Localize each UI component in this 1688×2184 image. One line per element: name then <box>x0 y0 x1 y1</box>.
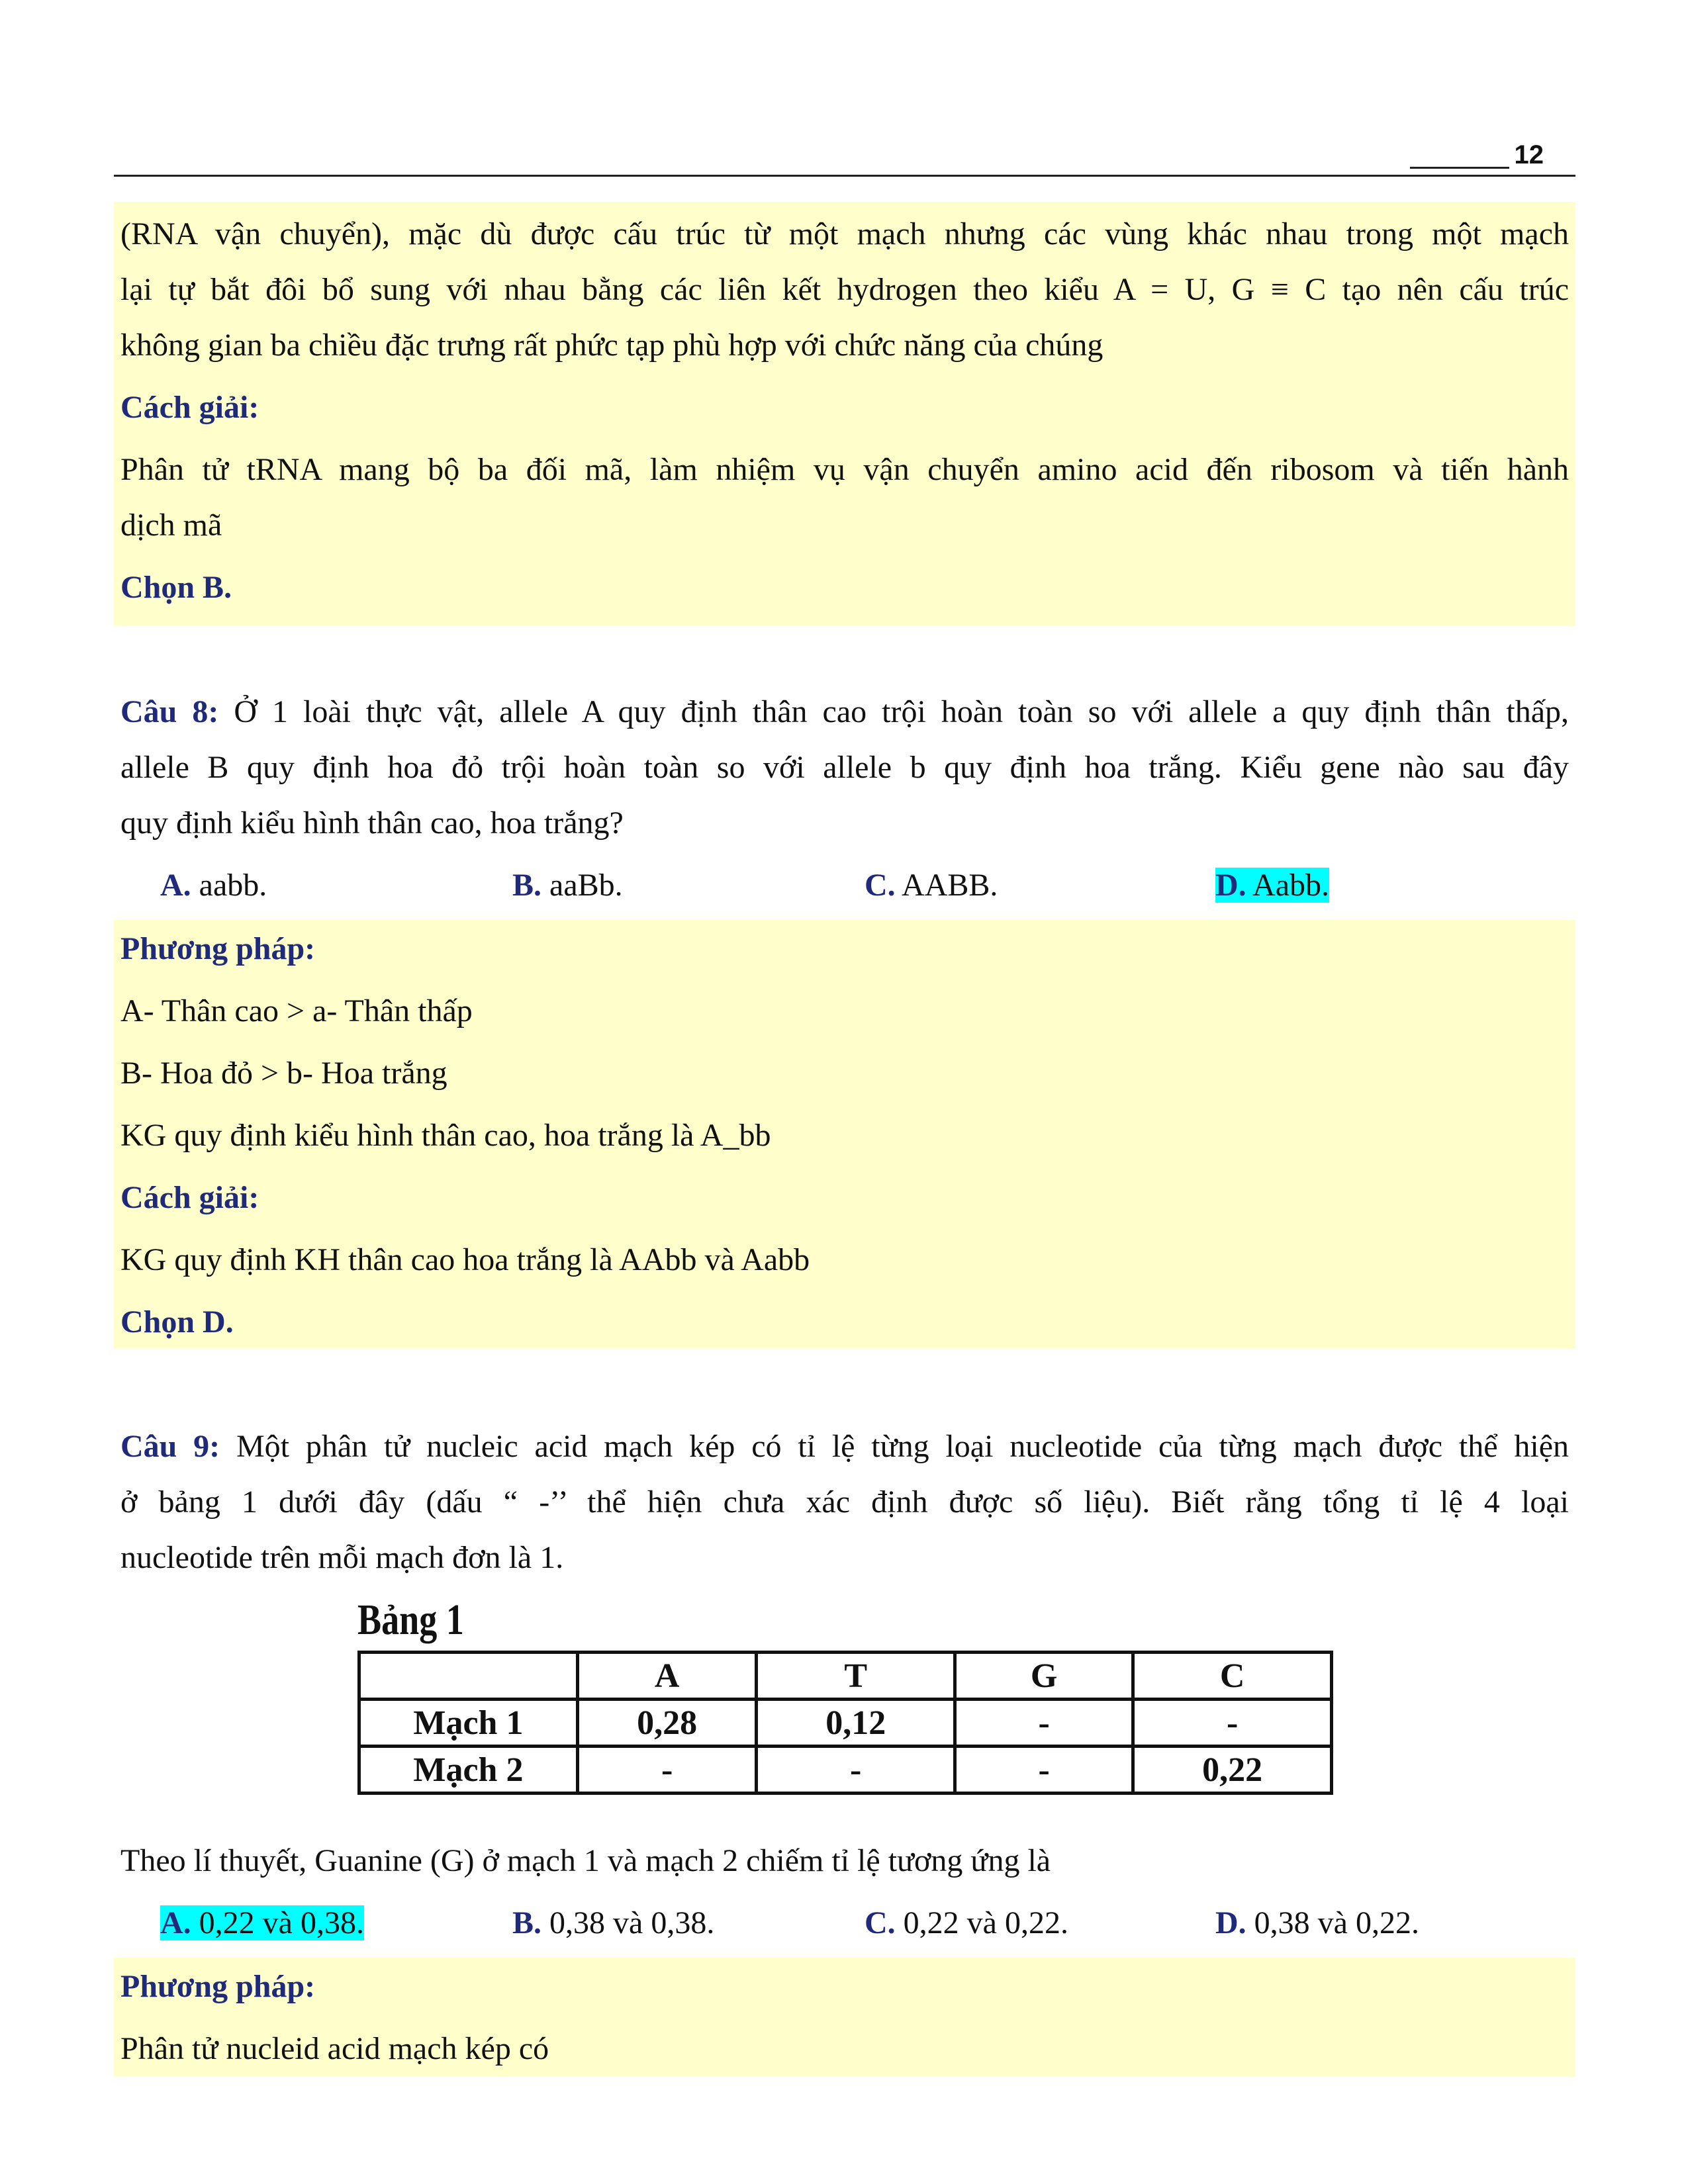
table-cell: A <box>577 1653 756 1700</box>
explanation-line: không gian ba chiều đặc trưng rất phức tạp phù hợp với chức năng của chúng <box>120 328 1103 363</box>
table-cell: Mạch 1 <box>359 1700 578 1747</box>
solution-heading: Cách giải: <box>120 390 259 425</box>
table-cell: - <box>1133 1700 1332 1747</box>
nucleotide-table <box>357 1651 1333 1795</box>
solution-heading: Cách giải: <box>120 1180 259 1215</box>
question-8-line: quy định kiểu hình thân cao, hoa trắng? <box>120 805 624 841</box>
table-cell: G <box>955 1653 1133 1700</box>
table-title: Bảng 1 <box>357 1596 464 1644</box>
question-prompt: Theo lí thuyết, Guanine (G) ở mạch 1 và mạch 2 chiếm tỉ lệ tương ứng là <box>120 1843 1051 1878</box>
explanation-line: lại tự bắt đôi bổ sung với nhau bằng các liên kết hydrogen theo kiểu A = U, G ≡ C tạo nên cấu trúc <box>120 272 1569 307</box>
table-row <box>359 1700 1332 1747</box>
table-cell: - <box>955 1700 1133 1747</box>
table-cell: 0,28 <box>577 1700 756 1747</box>
table-cell: 0,12 <box>757 1700 955 1747</box>
method-line: A- Thân cao > a- Thân thấp <box>120 993 473 1028</box>
option-b: B. 0,38 và 0,38. <box>512 1905 715 1940</box>
page-number-rule <box>1410 167 1509 169</box>
option-a: A. aabb. <box>160 868 267 903</box>
table-cell: - <box>955 1747 1133 1794</box>
page-number: 12 <box>1514 140 1544 169</box>
table-cell: T <box>757 1653 955 1700</box>
table-cell: 0,22 <box>1133 1747 1332 1794</box>
solution-line: dịch mã <box>120 508 222 543</box>
explanation-line: (RNA vận chuyển), mặc dù được cấu trúc từ một mạch nhưng các vùng khác nhau trong một mạch <box>120 216 1569 251</box>
question-9-line: ở bảng 1 dưới đây (dấu “ -’’ thể hiện chưa xác định được số liệu). Biết rằng tổng tỉ lệ 4 loại <box>120 1484 1569 1520</box>
question-text: Một phân tử nucleic acid mạch kép có tỉ lệ từng loại nucleotide của từng mạch được thể hiện <box>220 1429 1569 1464</box>
table-cell: - <box>757 1747 955 1794</box>
method-heading: Phương pháp: <box>120 931 316 966</box>
option-c: C. AABB. <box>865 868 998 903</box>
question-8-line: allele B quy định hoa đỏ trội hoàn toàn so với allele b quy định hoa trắng. Kiểu gene nào sau đây <box>120 750 1569 785</box>
table-row <box>359 1747 1332 1794</box>
table-cell: Mạch 2 <box>359 1747 578 1794</box>
table-cell: C <box>1133 1653 1332 1700</box>
option-a-correct: A. 0,22 và 0,38. <box>160 1905 364 1940</box>
solution-line: Phân tử tRNA mang bộ ba đối mã, làm nhiệm vụ vận chuyển amino acid đến ribosom và tiến hành <box>120 452 1569 487</box>
method-line: B- Hoa đỏ > b- Hoa trắng <box>120 1056 447 1091</box>
question-text: Ở 1 loài thực vật, allele A quy định thân cao trội hoàn toàn so với allele a quy định thân thấp, <box>218 694 1569 729</box>
option-d-correct: D. Aabb. <box>1215 868 1329 903</box>
option-d: D. 0,38 và 0,22. <box>1215 1905 1419 1940</box>
answer-choice: Chọn D. <box>120 1304 234 1340</box>
question-label: Câu 8: <box>120 694 219 729</box>
table-cell <box>359 1653 578 1700</box>
table-cell: - <box>577 1747 756 1794</box>
question-label: Câu 9: <box>120 1429 220 1464</box>
method-line: KG quy định kiểu hình thân cao, hoa trắng là A_bb <box>120 1118 771 1153</box>
option-b: B. aaBb. <box>512 868 623 903</box>
option-c: C. 0,22 và 0,22. <box>865 1905 1068 1940</box>
solution-line: KG quy định KH thân cao hoa trắng là AAbb và Aabb <box>120 1242 810 1277</box>
question-9-line: nucleotide trên mỗi mạch đơn là 1. <box>120 1540 564 1575</box>
page-header <box>114 138 1575 177</box>
question-9-line <box>120 1419 1569 1475</box>
method-line: Phân tử nucleid acid mạch kép có <box>120 2031 549 2066</box>
answer-choice: Chọn B. <box>120 570 232 605</box>
table-header-row <box>359 1653 1332 1700</box>
question-8-line <box>120 684 1569 740</box>
method-heading: Phương pháp: <box>120 1969 316 2004</box>
